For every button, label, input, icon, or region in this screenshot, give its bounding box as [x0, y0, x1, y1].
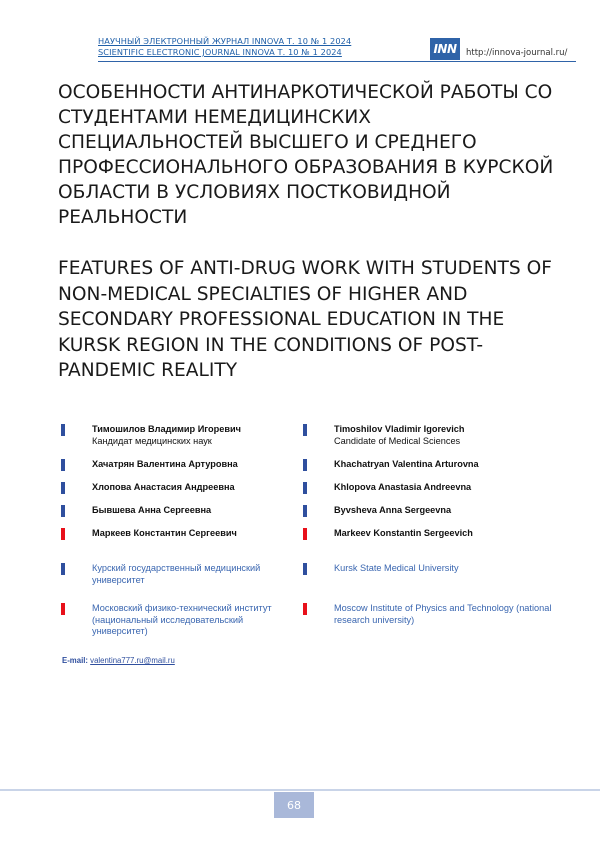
author-name: Khlopova Anastasia Andreevna	[334, 482, 472, 492]
author-marker	[61, 528, 65, 540]
author-name: Byvsheva Anna Sergeevna	[334, 505, 452, 515]
author-name: Маркеев Константин Сергеевич	[92, 528, 237, 538]
journal-title-ru[interactable]: НАУЧНЫЙ ЭЛЕКТРОННЫЙ ЖУРНАЛ INNOVA Т. 10 № 1 2024	[98, 36, 352, 46]
affiliation-marker	[61, 563, 65, 575]
author-name: Хлопова Анастасия Андреевна	[92, 482, 235, 492]
author-marker	[303, 482, 307, 494]
journal-title-en[interactable]: SCIENTIFIC ELECTRONIC JOURNAL INNOVA Т. 10 № 1 2024	[98, 47, 342, 57]
author-name: Markeev Konstantin Sergeevich	[334, 528, 473, 538]
journal-url[interactable]: http://innova-journal.ru/	[466, 48, 568, 58]
affiliation-marker	[303, 563, 307, 575]
author-marker	[61, 424, 65, 436]
author-name: Тимошилов Владимир Игоревич	[92, 424, 241, 434]
author-marker	[61, 482, 65, 494]
article-title-ru: ОСОБЕННОСТИ АНТИНАРКОТИЧЕСКОЙ РАБОТЫ СО СТУДЕНТАМИ НЕМЕДИЦИНСКИХ СПЕЦИАЛЬНОСТЕЙ ВЫСШЕГО И СРЕДНЕГО ПРОФЕССИОНАЛЬНОГО ОБРАЗОВАНИЯ В КУРСКОЙ ОБЛАСТИ В УСЛОВИЯХ ПОСТКОВИДНОЙ РЕАЛЬНОСТИ	[58, 82, 554, 228]
article-title-en: FEATURES OF ANTI-DRUG WORK WITH STUDENTS OF NON-MEDICAL SPECIALTIES OF HIGHER AND SECONDARY PROFESSIONAL EDUCATION IN THE KURSK REGION IN THE CONDITIONS OF POST-PANDEMIC REALITY	[58, 258, 552, 381]
journal-header	[98, 36, 351, 58]
innova-logo: INN	[430, 38, 460, 60]
affiliation-en: Moscow Institute of Physics and Technology (national research university)	[334, 603, 552, 625]
header-divider	[98, 61, 576, 62]
affiliation-ru: Курский государственный медицинский университет	[92, 563, 261, 585]
author-degree: Кандидат медицинских наук	[92, 435, 212, 446]
author-marker	[303, 528, 307, 540]
footer-divider	[0, 789, 600, 791]
author-name: Timoshilov Vladimir Igorevich	[334, 424, 465, 434]
author-degree: Candidate of Medical Sciences	[334, 435, 461, 446]
author-marker	[303, 424, 307, 436]
email-link[interactable]: valentina777.ru@mail.ru	[90, 656, 175, 665]
affiliation-ru: Московский физико-технический институт (национальный исследовательский университет)	[92, 603, 272, 636]
affiliation-marker	[303, 603, 307, 615]
author-marker	[61, 505, 65, 517]
author-marker	[61, 459, 65, 471]
email-label: E-mail:	[62, 656, 88, 665]
contact-email	[62, 656, 175, 665]
author-marker	[303, 459, 307, 471]
author-name: Бывшева Анна Сергеевна	[92, 505, 212, 515]
author-marker	[303, 505, 307, 517]
affiliation-en: Kursk State Medical University	[334, 563, 459, 573]
author-entry	[334, 424, 465, 447]
author-entry	[92, 424, 241, 447]
page-number: 68	[274, 792, 314, 818]
author-name: Khachatryan Valentina Arturovna	[334, 459, 479, 469]
affiliation-marker	[61, 603, 65, 615]
author-name: Хачатрян Валентина Артуровна	[92, 459, 238, 469]
